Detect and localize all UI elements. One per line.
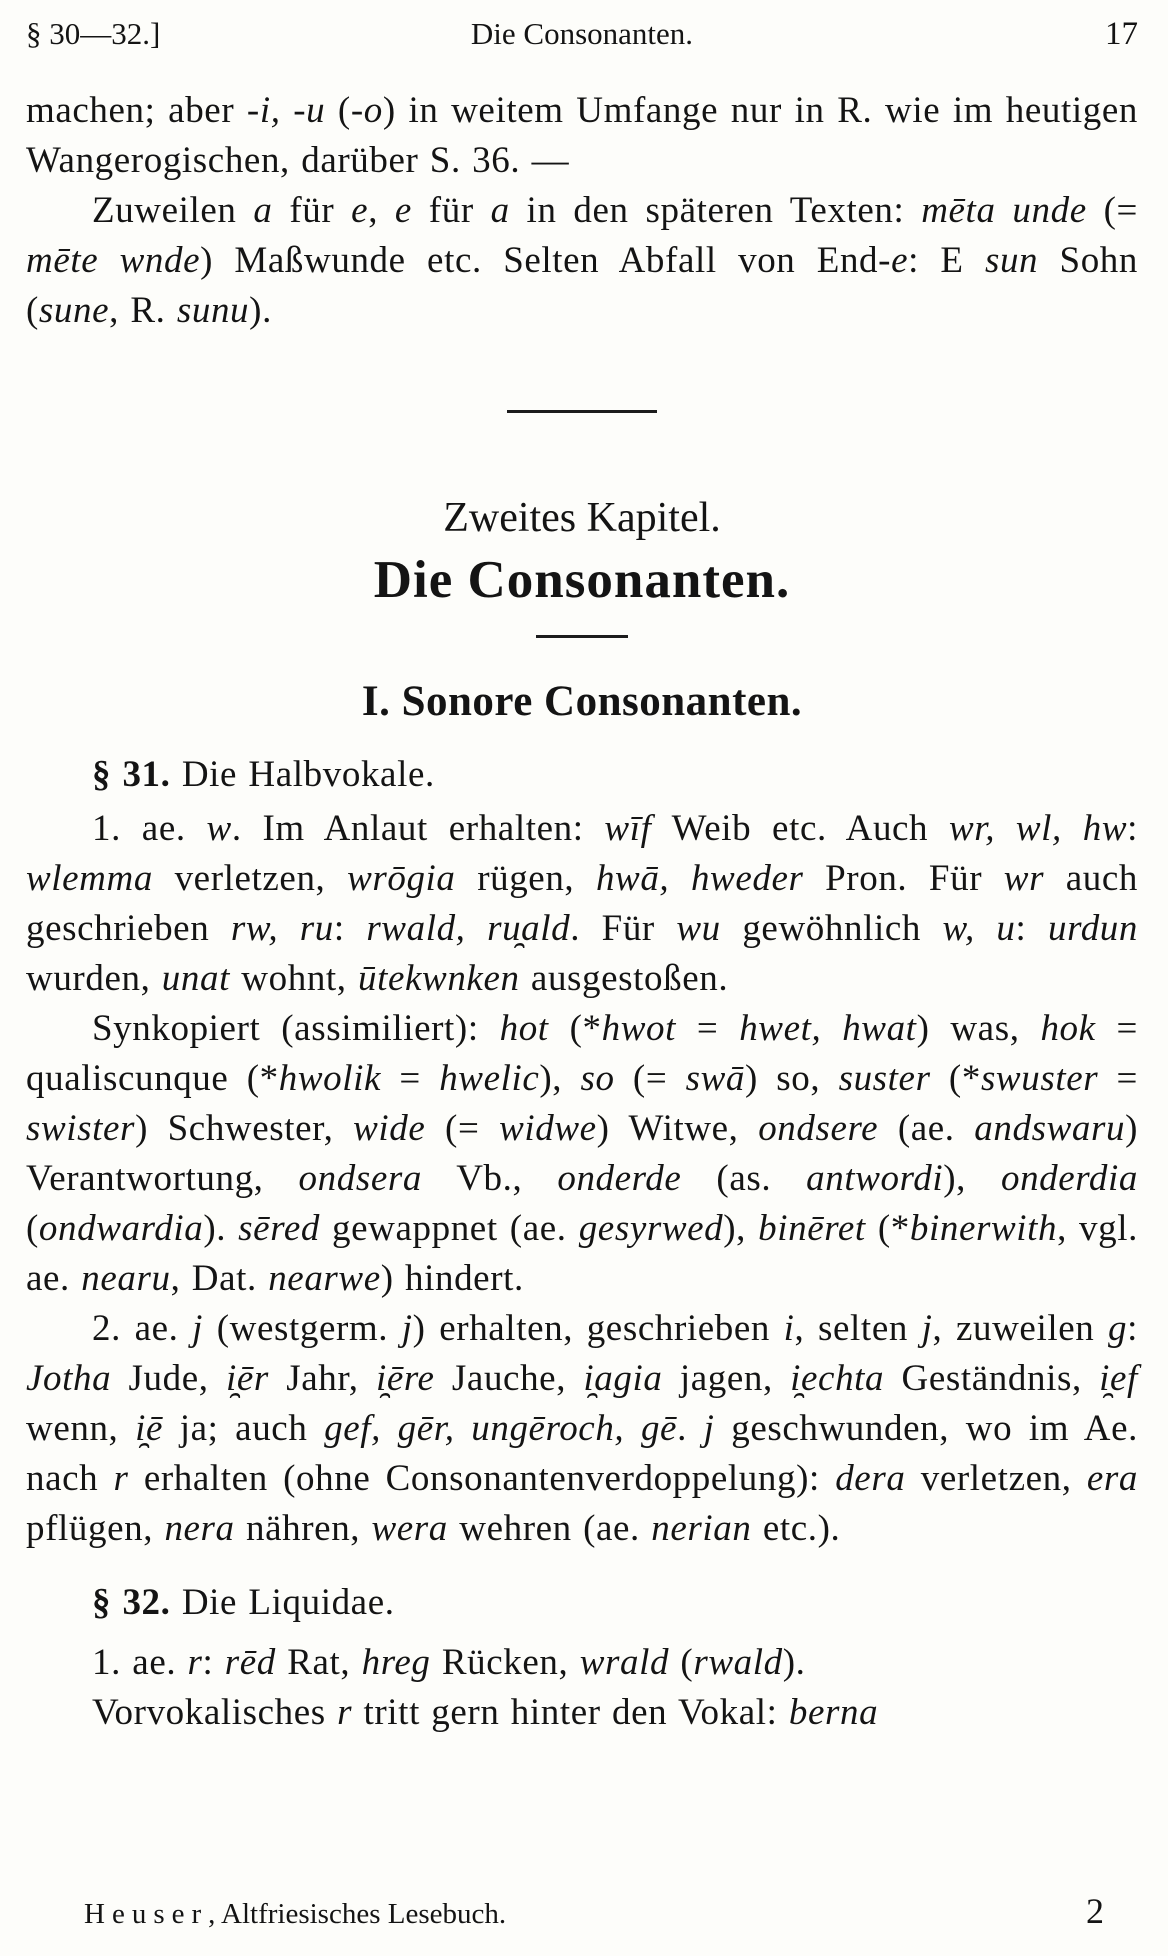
paragraph-continuation: machen; aber -i, -u (-o) in weitem Umfange nur in R. wie im heutigen Wangerogischen, darüber S. 36. — (26, 90, 1139, 181)
section-heading: I. Sonore Consonanten. (361, 678, 803, 725)
paragraph-synkopiert: Synkopiert (assimiliert): hot (*hwot = hwet, hwat) was, hok = qualiscunque (*hwolik = hwelic), so (= swā) so, suster (*swuster = swister) Schwester, wide (= widwe) Witwe, ondsere (ae. andswaru) Verantwortung, ondsera Vb., onderde (as. antwordi), onderdia (ondwardia). sēred gewappnet (ae. gesyrwed), binēret (*binerwith, vgl. ae. nearu, Dat. nearwe) hindert. (26, 1008, 1139, 1299)
paragraph-liquidae-1: 1. ae. r: rēd Rat, hreg Rücken, wrald (rwald). (92, 1642, 806, 1683)
footer-citation (84, 1898, 1086, 1931)
page-header (26, 16, 1138, 52)
paragraph-liquidae-2: Vorvokalisches r tritt gern hinter den Vokal: berna (92, 1692, 879, 1733)
paragraph-halbvokale-2: 2. ae. j (westgerm. j) erhalten, geschrieben i, selten j, zuweilen g: Jotha Jude, i̯ēr Jahr, i̯ēre Jauche, i̯agia jagen, i̯echta Geständnis, i̯ef wenn, i̯ē ja; auch gef, gēr, ungēroch, gē. j geschwunden, wo im Ae. nach r erhalten (ohne Consonantenverdoppelung): dera verletzen, era pflügen, nera nähren, wera wehren (ae. nerian etc.). (26, 1308, 1139, 1549)
footer-work: , Altfriesisches Lesebuch. (208, 1898, 507, 1930)
section-divider (507, 410, 657, 413)
title-divider (536, 635, 628, 638)
page-footer (0, 1890, 1168, 1932)
paragraph-zuweilen: Zuweilen a für e, e für a in den späteren Texten: mēta unde (= mēte wnde) Maßwunde etc. Selten Abfall von End-e: E sun Sohn (sune, R. sunu). (26, 190, 1139, 331)
page-body (26, 86, 1138, 1738)
chapter-title: Die Consonanten. (373, 551, 791, 609)
page-number: 17 (1105, 16, 1138, 52)
paragraph-32-heading: § 32. Die Liquidae. (92, 1582, 395, 1623)
paragraph-halbvokale-1: 1. ae. w. Im Anlaut erhalten: wīf Weib etc. Auch wr, wl, hw: wlemma verletzen, wrōgia rügen, hwā, hweder Pron. Für wr auch geschrieben rw, ru: rwald, ru̯ald. Für wu gewöhnlich w, u: urdun wurden, unat wohnt, ūtekwnken ausgestoßen. (26, 808, 1139, 999)
running-title: Die Consonanten. (470, 16, 694, 51)
chapter-label: Zweites Kapitel. (443, 495, 721, 541)
paragraph-31-heading: § 31. Die Halbvokale. (92, 754, 435, 795)
section-range: § 30—32.] (26, 16, 161, 51)
footer-author: Heuser (84, 1898, 209, 1930)
sheet-signature: 2 (1086, 1891, 1104, 1931)
